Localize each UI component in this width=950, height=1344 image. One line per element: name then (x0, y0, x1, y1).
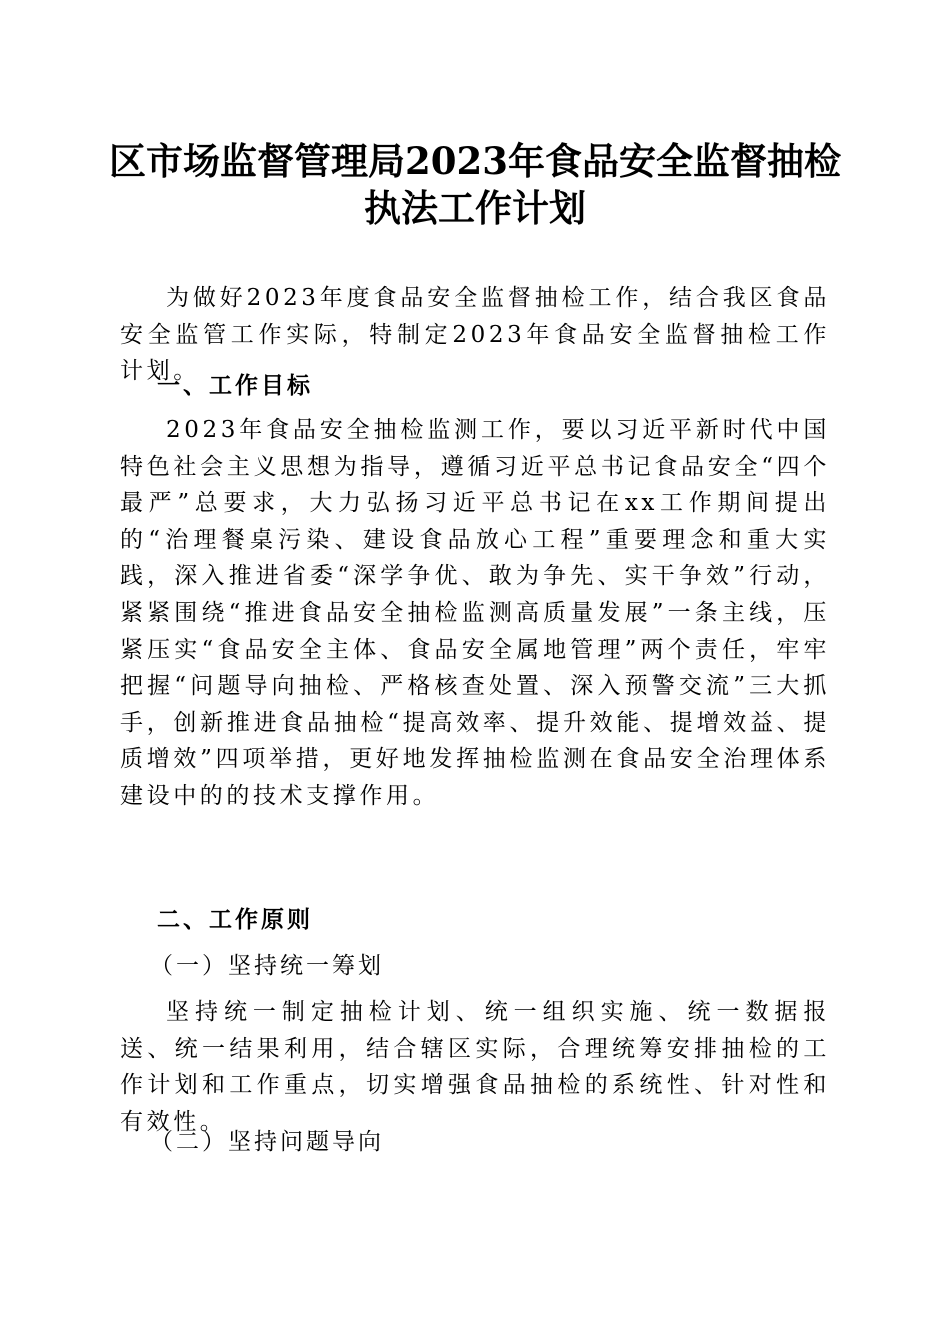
document-title-line-2: 执法工作计划 (364, 186, 586, 230)
document-title-line-1: 区市场监督管理局2023年食品安全监督抽检 (109, 139, 841, 183)
section-2-subheading-2: （二）坚持问题导向 (150, 1129, 384, 1155)
section-2-heading: 二、工作原则 (157, 907, 313, 933)
section-1-paragraph: 2023年食品安全抽检监测工作，要以习近平新时代中国特色社会主义思想为指导，遵循习近平总书记食品安全“四个最严”总要求，大力弘扬习近平总书记在xx工作期间提出的“治理餐桌污染、建设食品放心工程”重要理念和重大实践，深入推进省委“深学争优、敢为争先、实干争效”行动，紧紧围绕“推进食品安全抽检监测高质量发展”一条主线，压紧压实“食品安全主体、食品安全属地管理”两个责任，牢牢把握“问题导向抽检、严格核查处置、深入预警交流”三大抓手，创新推进食品抽检“提高效率、提升效能、提增效益、提质增效”四项举措，更好地发挥抽检监测在食品安全治理体系建设中的的技术支撑作用。 (120, 417, 830, 809)
intro-paragraph: 为做好2023年度食品安全监督抽检工作，结合我区食品安全监管工作实际，特制定2023年食品安全监督抽检工作计划。 (120, 285, 830, 385)
section-1-heading: 一、工作目标 (157, 373, 313, 399)
section-2-subheading-1: （一）坚持统一筹划 (150, 953, 384, 979)
section-2-sub-1-paragraph: 坚持统一制定抽检计划、统一组织实施、统一数据报送、统一结果利用，结合辖区实际，合理统筹安排抽检的工作计划和工作重点，切实增强食品抽检的系统性、针对性和有效性。 (120, 999, 830, 1135)
